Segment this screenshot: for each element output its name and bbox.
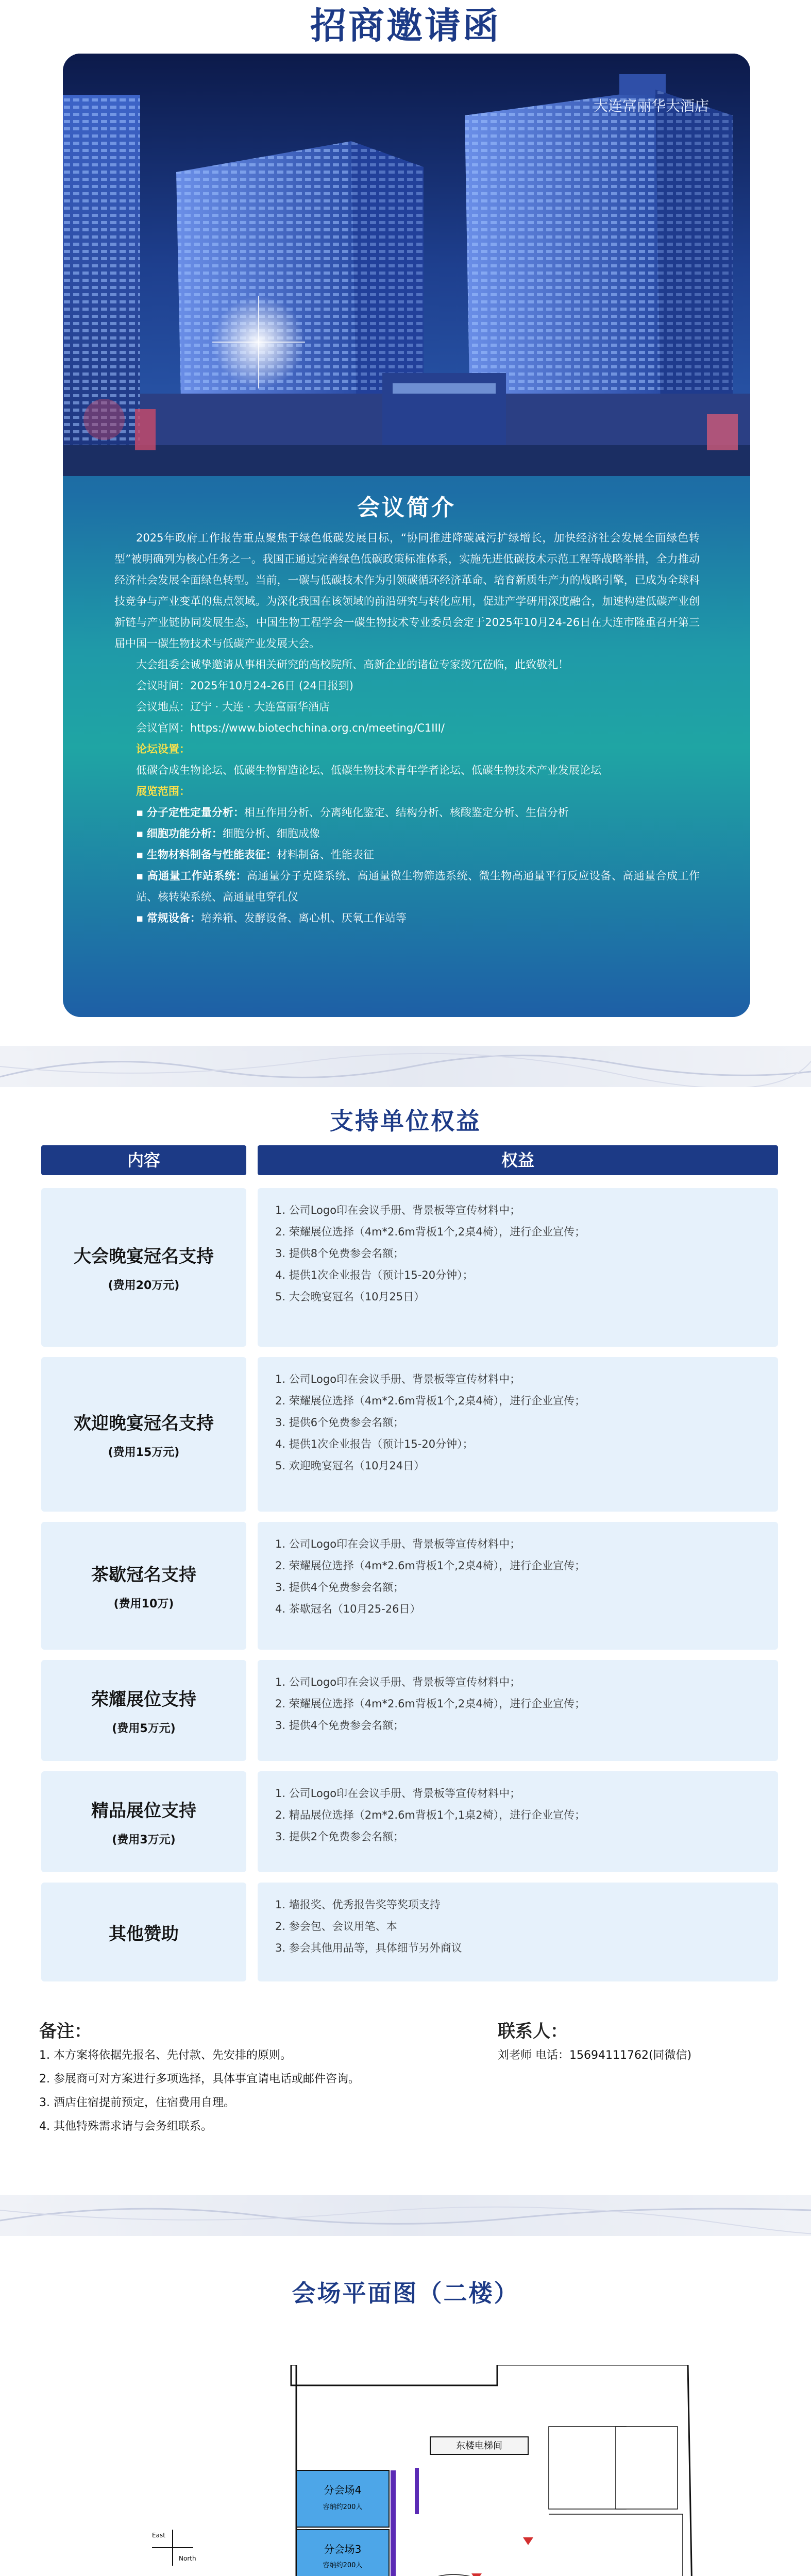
floor-plan-title: 会场平面图（二楼） (292, 2279, 519, 2307)
tier-benefits-cell (258, 1522, 778, 1650)
hotel-illustration (63, 54, 750, 476)
tier-name-cell (41, 1771, 246, 1872)
tier-name-cell (41, 1188, 246, 1347)
tier-name-cell (41, 1522, 246, 1650)
tier-fee: (费用20万元) (108, 1279, 180, 1292)
note-item: 1. 本方案将依据先报名、先付款、先安排的原则。 (39, 2049, 292, 2062)
room3-capacity: 容纳约200人 (323, 2562, 363, 2569)
intro-body (114, 528, 700, 929)
benefit-item: 5. 欢迎晚宴冠名（10月24日） (275, 1460, 425, 1472)
notes-title: 备注： (39, 2021, 92, 2042)
tier-name-cell (41, 1660, 246, 1761)
exhibit-item: ▪ 生物材料制备与性能表征：材料制备、性能表征 (136, 849, 374, 861)
intro-card (63, 54, 750, 1017)
room4-capacity: 容纳约200人 (323, 2503, 363, 2511)
tier-name: 欢迎晚宴冠名支持 (74, 1413, 214, 1434)
tier-benefits-cell (258, 1357, 778, 1512)
room4-label: 分会场4 (324, 2484, 362, 2496)
intro-paragraph: 2025年政府工作报告重点聚焦于绿色低碳发展目标，“协同推进降碳减污扩绿增长，加快经济社会发展全面绿色转型”被明确列为核心任务之一。我国正通过完善绿色低碳政策标准体系，实施先进低碳技术示范工程等战略举措，全力推动经济社会发展全面绿色转型。当前，一碳与低碳技术作为引领碳循环经济革命、培育新质生产力的战略引擎，已成为全球科技竞争与产业变革的焦点领域。为深化我国在该领域的前沿研究与转化应用，促进产学研用深度融合，加速构建低碳产业创新链与产业链协同发展生态，中国生物工程学会一碳生物技术专业委员会定于2025年10月24-26日在大连市隆重召开第三届中国一碳生物技术与低碳产业发展大会。 (114, 532, 700, 650)
benefit-item: 3. 参会其他用品等，具体细节另外商议 (275, 1942, 462, 1954)
benefit-item: 2. 荣耀展位选择（4m*2.6m背板1个,2桌4椅），进行企业宣传； (275, 1395, 586, 1407)
benefit-item: 1. 公司Logo印在会议手册、背景板等宣传材料中； (275, 1373, 521, 1385)
tier-benefits-cell (258, 1188, 778, 1347)
tier-name: 荣耀展位支持 (91, 1689, 196, 1710)
benefits-title: 支持单位权益 (330, 1107, 481, 1135)
meeting-website[interactable]: 会议官网：https://www.biotechchina.org.cn/meeting/C1III/ (136, 722, 445, 734)
tier-benefits-cell (258, 1883, 778, 1981)
tier-benefits-cell (258, 1660, 778, 1761)
intro-heading: 会议简介 (357, 495, 456, 521)
room3-label: 分会场3 (324, 2543, 362, 2555)
benefit-item: 4. 提供1次企业报告（预计15-20分钟）； (275, 1438, 474, 1450)
contact-phone[interactable]: 刘老师 电话：15694111762(同微信) (498, 2049, 692, 2062)
decorative-band (0, 2195, 811, 2236)
meeting-time: 会议时间：2025年10月24-26日 (24日报到) (136, 680, 353, 692)
tier-name: 茶歇冠名支持 (91, 1565, 196, 1585)
benefit-item: 3. 提供4个免费参会名额； (275, 1581, 404, 1594)
notes-list (39, 2044, 360, 2139)
exhibit-item: ▪ 细胞功能分析：细胞分析、细胞成像 (136, 827, 320, 840)
col-header-rights: 权益 (258, 1145, 778, 1175)
compass-east: East (152, 2532, 165, 2539)
contact-title: 联系人： (498, 2021, 568, 2042)
benefit-item: 2. 荣耀展位选择（4m*2.6m背板1个,2桌4椅），进行企业宣传； (275, 1698, 586, 1710)
hotel-photo (63, 54, 750, 476)
tier-name-cell (41, 1883, 246, 1981)
benefit-item: 1. 公司Logo印在会议手册、背景板等宣传材料中； (275, 1787, 521, 1800)
tier-name: 其他赞助 (109, 1923, 179, 1944)
tier-fee: (费用15万元) (108, 1446, 180, 1459)
benefit-item: 4. 茶歇冠名（10月25-26日） (275, 1603, 421, 1615)
col-header-content: 内容 (41, 1145, 246, 1175)
benefit-item: 1. 公司Logo印在会议手册、背景板等宣传材料中； (275, 1676, 521, 1688)
benefit-item: 3. 提供4个免费参会名额； (275, 1719, 404, 1732)
benefit-item: 5. 大会晚宴冠名（10月25日） (275, 1291, 425, 1303)
benefit-item: 2. 精品展位选择（2m*2.6m背板1个,1桌2椅），进行企业宣传； (275, 1809, 586, 1821)
tier-name: 大会晚宴冠名支持 (74, 1246, 214, 1267)
forum-list: 低碳合成生物论坛、低碳生物智造论坛、低碳生物技术青年学者论坛、低碳生物技术产业发展论坛 (136, 764, 601, 776)
benefit-item: 2. 荣耀展位选择（4m*2.6m背板1个,2桌4椅），进行企业宣传； (275, 1560, 586, 1572)
exhibit-item: ▪ 高通量工作站系统：高通量分子克隆系统、高通量微生物筛选系统、微生物高通量平行反应设备、高通量合成工作站、核转染系统、高通量电穿孔仪 (136, 870, 700, 903)
intro-invitation: 大会组委会诚挚邀请从事相关研究的高校院所、高新企业的诸位专家拨冗莅临，此致敬礼！ (136, 658, 569, 671)
compass-north: North (179, 2555, 196, 2562)
benefit-item: 2. 参会包、会议用笔、本 (275, 1920, 397, 1933)
photo-caption: 大连富丽华大酒店 (593, 97, 709, 114)
note-item: 2. 参展商可对方案进行多项选择，具体事宜请电话或邮件咨询。 (39, 2073, 360, 2086)
meeting-place: 会议地点：辽宁 · 大连 · 大连富丽华酒店 (136, 701, 330, 713)
floor-plan-drawing (106, 2365, 703, 2576)
tier-name: 精品展位支持 (91, 1801, 196, 1821)
floor-plan (106, 2365, 703, 2576)
benefit-item: 4. 提供1次企业报告（预计15-20分钟）； (275, 1269, 474, 1281)
benefit-item: 1. 公司Logo印在会议手册、背景板等宣传材料中； (275, 1538, 521, 1550)
benefit-item: 3. 提供2个免费参会名额； (275, 1831, 404, 1843)
exhibit-label: 展览范围： (136, 785, 190, 798)
note-item: 4. 其他特殊需求请与会务组联系。 (39, 2120, 212, 2133)
exhibit-item: ▪ 常规设备：培养箱、发酵设备、离心机、厌氧工作站等 (136, 912, 407, 924)
benefit-item: 3. 提供8个免费参会名额； (275, 1247, 404, 1260)
tier-fee: (费用3万元) (112, 1834, 176, 1846)
exhibit-item: ▪ 分子定性定量分析：相互作用分析、分离纯化鉴定、结构分析、核酸鉴定分析、生信分析 (136, 806, 569, 819)
tier-name-cell (41, 1357, 246, 1512)
tier-fee: (费用5万元) (112, 1722, 176, 1735)
benefit-item: 3. 提供6个免费参会名额； (275, 1416, 404, 1429)
note-item: 3. 酒店住宿提前预定，住宿费用自理。 (39, 2096, 235, 2109)
tier-fee: (费用10万) (113, 1598, 174, 1611)
tier-benefits-cell (258, 1771, 778, 1872)
east-elevator-label: 东楼电梯间 (456, 2441, 502, 2451)
benefit-item: 1. 公司Logo印在会议手册、背景板等宣传材料中； (275, 1204, 521, 1216)
benefit-item: 1. 墙报奖、优秀报告奖等奖项支持 (275, 1899, 441, 1911)
benefit-item: 2. 荣耀展位选择（4m*2.6m背板1个,2桌4椅），进行企业宣传； (275, 1226, 586, 1238)
page-title: 招商邀请函 (310, 5, 501, 47)
decorative-band (0, 1046, 811, 1087)
forum-label: 论坛设置： (136, 743, 190, 755)
